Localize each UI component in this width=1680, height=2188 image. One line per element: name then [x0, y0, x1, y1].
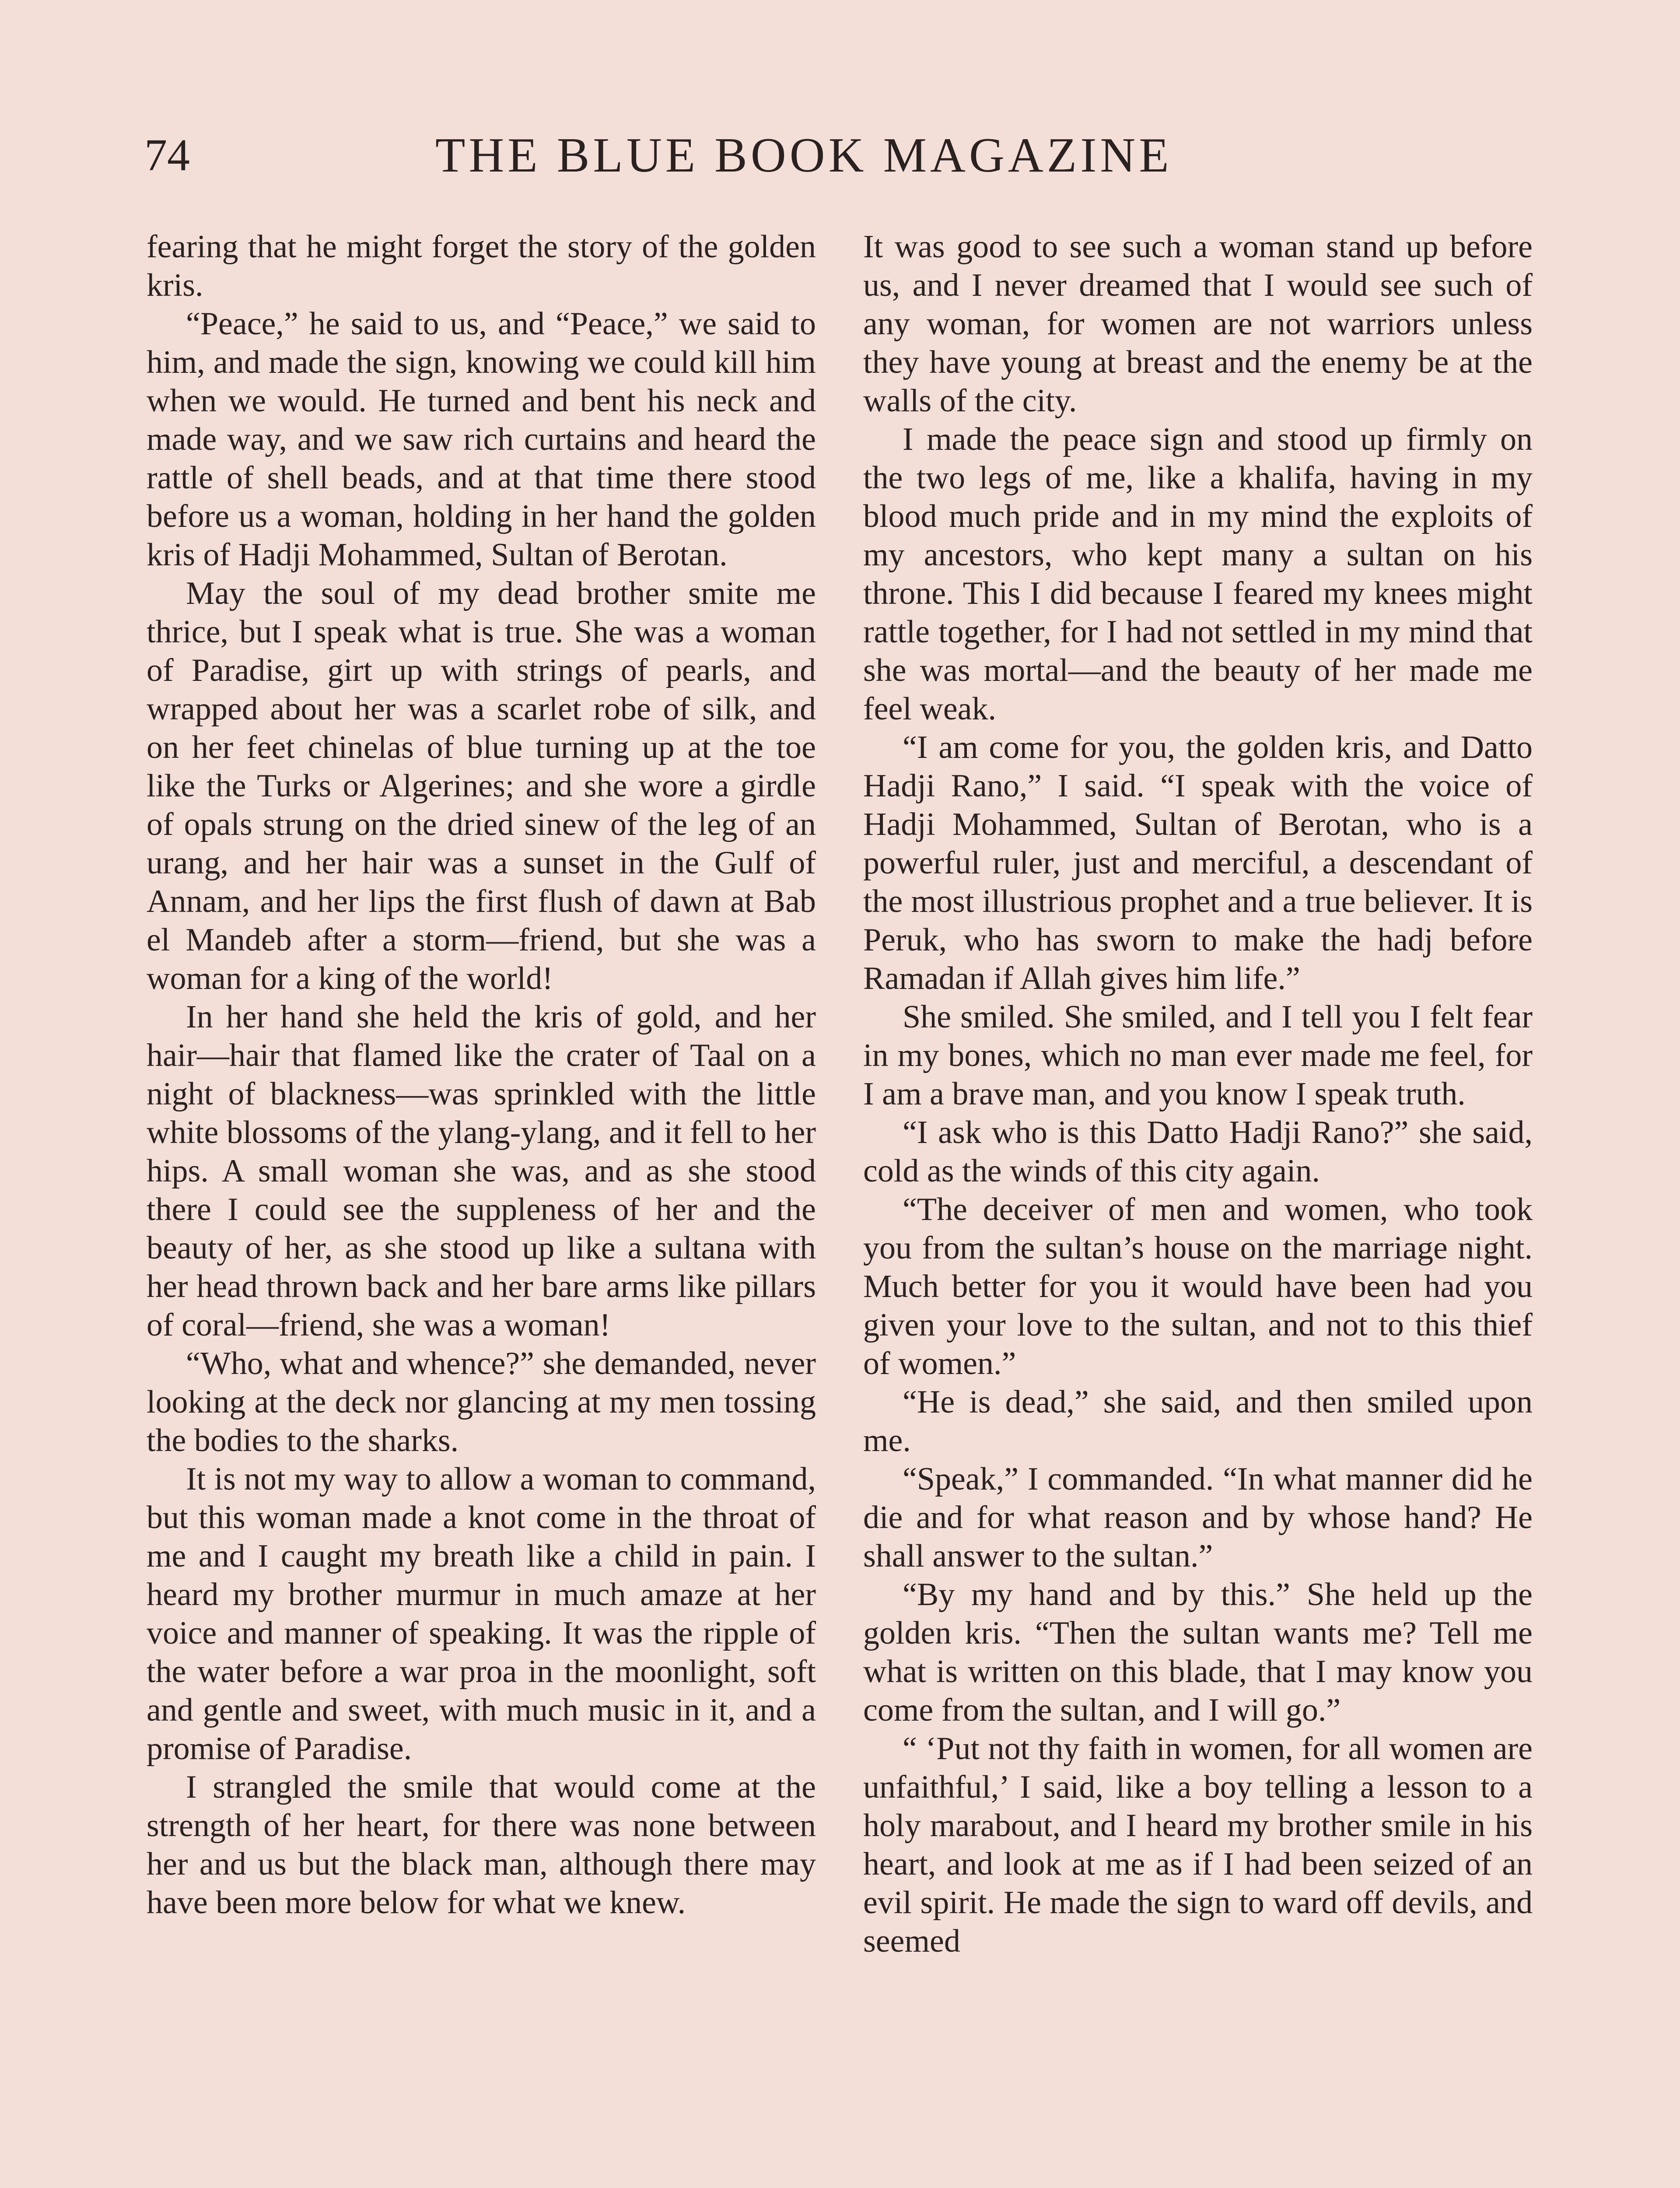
paragraph: In her hand she held the kris of gold, and her hair—hair that flamed like the crater of Taal on a night of blackness—was sprinkled with the little white blossoms of the ylang-ylang, and it fell to her hips. A small woman she was, and as she stood there I could see the suppleness of her and the beauty of her, as she stood up like a sultana with her head thrown back and her bare arms like pillars of coral—friend, she was a woman!	[147, 999, 816, 1343]
magazine-title: THE BLUE BOOK MAGAZINE	[435, 128, 1172, 182]
paragraph: It is not my way to allow a woman to command, but this woman made a knot come in the throat of me and I caught my breath like a child in pain. I heard my brother murmur in much amaze at her voice and manner of speaking. It was the ripple of the water before a war proa in the moonlight, soft and gentle and sweet, with much music in it, and a promise of Paradise.	[147, 1461, 816, 1767]
paragraph: It was good to see such a woman stand up before us, and I never dreamed that I would see such of any woman, for women are not warriors unless they have young at breast and the enemy be at the walls of the city.	[863, 229, 1533, 419]
paragraph: “I am come for you, the golden kris, and Datto Hadji Rano,” I said. “I speak with the voice of Hadji Mohammed, Sultan of Berotan, who is a powerful ruler, just and merciful, a descendant of the most illustrious prophet and a true believer. It is Peruk, who has sworn to make the hadj before Ramadan if Allah gives him life.”	[863, 729, 1533, 996]
paragraph: “Who, what and whence?” she demanded, never looking at the deck nor glancing at my men tossing the bodies to the sharks.	[147, 1346, 816, 1459]
paragraph: “Speak,” I commanded. “In what manner did he die and for what reason and by whose hand? He shall answer to the sultan.”	[863, 1461, 1533, 1574]
paragraph: I strangled the smile that would come at the strength of her heart, for there was none between her and us but the black man, although there may have been more below for what we knew.	[147, 1769, 816, 1921]
paragraph: “Peace,” he said to us, and “Peace,” we said to him, and made the sign, knowing we could kill him when we would. He turned and bent his neck and made way, and we saw rich curtains and heard the rattle of shell beads, and at that time there stood before us a woman, holding in her hand the golden kris of Hadji Mohammed, Sultan of Berotan.	[147, 306, 816, 573]
paragraph: “The deceiver of men and women, who took you from the sultan’s house on the marriage night. Much better for you it would have been had you given your love to the sultan, and not to this thief of women.”	[863, 1192, 1533, 1382]
paragraph: May the soul of my dead brother smite me thrice, but I speak what is true. She was a woman of Paradise, girt up with strings of pearls, and wrapped about her was a scarlet robe of silk, and on her feet chinelas of blue turning up at the toe like the Turks or Algerines; and she wore a girdle of opals strung on the dried sinew of the leg of an urang, and her hair was a sunset in the Gulf of Annam, and her lips the first flush of dawn at Bab el Mandeb after a storm—friend, but she was a woman for a king of the world!	[147, 575, 816, 996]
paragraph: She smiled. She smiled, and I tell you I felt fear in my bones, which no man ever made me feel, for I am a brave man, and you know I speak truth.	[863, 999, 1533, 1112]
page-header	[144, 125, 1676, 186]
page-number: 74	[144, 130, 190, 180]
paragraph: “ ‘Put not thy faith in women, for all women are unfaithful,’ I said, like a boy telling a lesson to a holy marabout, and I heard my brother smile in his heart, and look at me as if I had been seized of an evil spirit. He made the sign to ward off devils, and seemed	[863, 1731, 1533, 1959]
paragraph: “He is dead,” she said, and then smiled upon me.	[863, 1384, 1533, 1459]
right-column	[863, 228, 1533, 1960]
paragraph: “I ask who is this Datto Hadji Rano?” she said, cold as the winds of this city again.	[863, 1115, 1533, 1189]
paragraph: I made the peace sign and stood up firmly on the two legs of me, like a khalifa, having in my blood much pride and in my mind the exploits of my ancestors, who kept many a sultan on his throne. This I did because I feared my knees might rattle together, for I had not settled in my mind that she was mortal—and the beauty of her made me feel weak.	[863, 421, 1533, 727]
paragraph: “By my hand and by this.” She held up the golden kris. “Then the sultan wants me? Tell me what is written on this blade, that I may know you come from the sultan, and I will go.”	[863, 1577, 1533, 1728]
left-column	[147, 228, 816, 1922]
paragraph: fearing that he might forget the story of the golden kris.	[147, 229, 816, 303]
